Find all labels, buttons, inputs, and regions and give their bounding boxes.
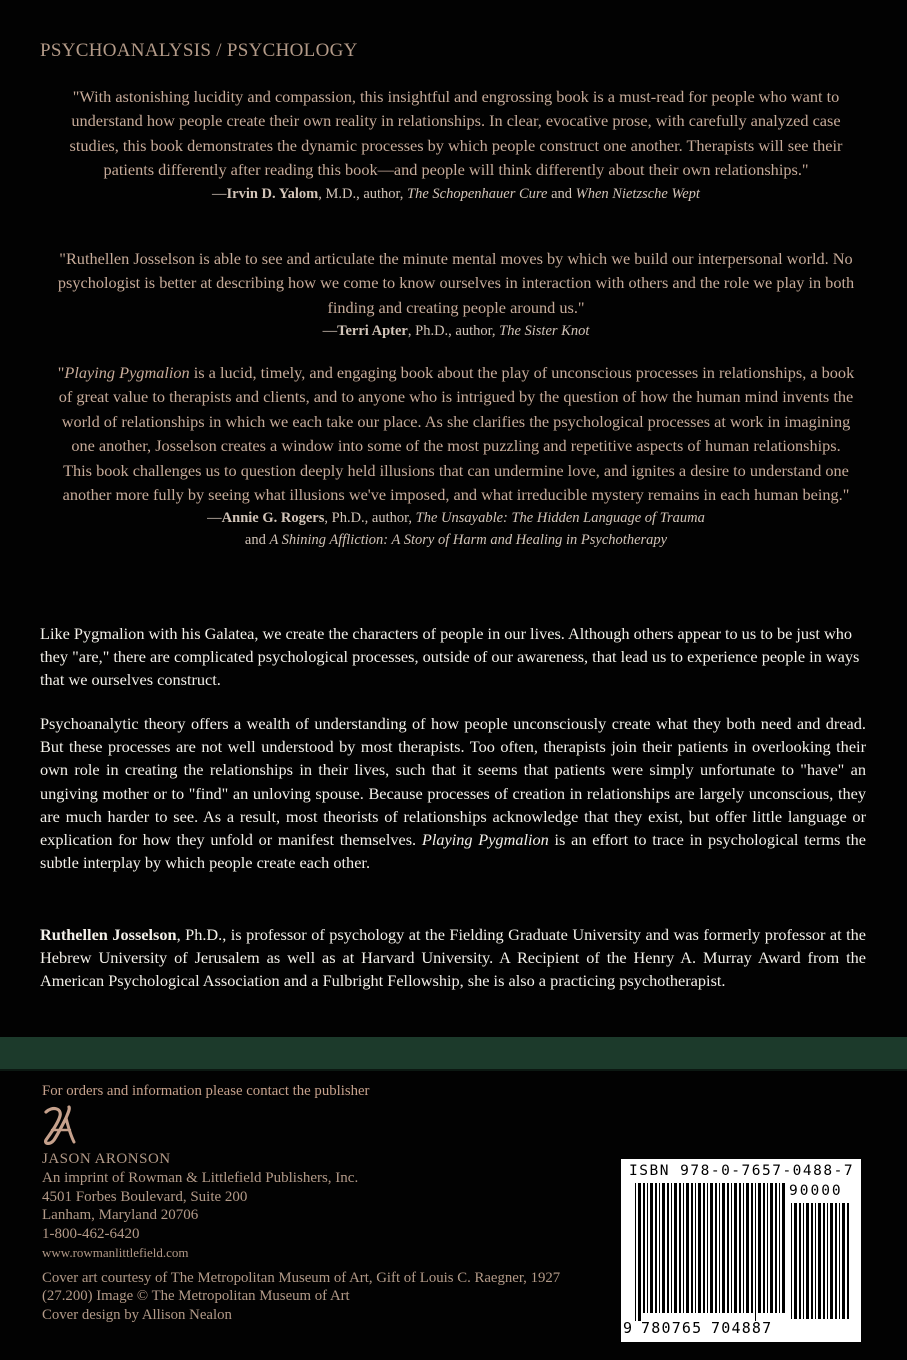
cover-credits (42, 1269, 582, 1324)
publisher-city: Lanham, Maryland 20706 (42, 1207, 199, 1224)
barcode-digits-left: 780765 (641, 1319, 703, 1337)
publisher-imprint: An imprint of Rowman & Littlefield Publishers, Inc. (42, 1169, 359, 1186)
endorsement-apter (56, 247, 856, 342)
quote-attribution: —Annie G. Rogers, Ph.D., author, The Unsayable: The Hidden Language of Trauma and A Shining Affliction: A Story of Harm and Healing in Psychotherapy (207, 510, 705, 549)
quote-text: "Playing Pygmalion is a lucid, timely, and engaging book about the play of unconscious processes in relationships, a book of great value to therapists and clients, and to anyone who is intrigued by the question of how the human mind invents the world of relationships in which we each take our place. As she clarifies the psychological processes at work in imagining one another, Josselson creates a window into some of the most puzzling and repetitive aspects of human relationships. This book challenges us to question deeply held illusions that can undermine love, and ignites a desire to understand one another more fully by seeing what illusions we've imposed, and what irreducible mystery remains in each human being." (57, 363, 855, 505)
contact-line: For orders and information please contact the publisher (42, 1083, 370, 1099)
barcode-digits-right: 704887 (711, 1319, 773, 1337)
book-title: The Schopenhauer Cure (407, 185, 548, 202)
price-barcode-bars (791, 1203, 851, 1323)
quote-attribution: —Irvin D. Yalom, M.D., author, The Schopenhauer Cure and When Nietzsche Wept (212, 185, 700, 202)
quote-text: "With astonishing lucidity and compassion, this insightful and engrossing book is a must-read for people who want to understand how people create their own reality in relationships. In clear, evocative prose, with carefully analyzed case studies, this book demonstrates the dynamic processes by which people construct one another. Therapists will see their patients differently after reading this book—and people will think differently about their own relationships." (69, 87, 843, 180)
publisher-name: JASON ARONSON (42, 1151, 171, 1167)
divider-shadow (0, 1069, 907, 1071)
book-title: Playing Pygmalion (421, 830, 549, 850)
book-title: The Sister Knot (499, 323, 590, 340)
description-paragraph-1: Like Pygmalion with his Galatea, we create the characters of people in our lives. Although others appear to us to be just who they "are," there are complicated psychological processes, outside of our awareness, that lead us to experience people in ways that we ourselves construct. (40, 624, 860, 690)
publisher-phone: 1-800-462-6420 (42, 1226, 140, 1243)
book-title: A Shining Affliction: A Story of Harm and Healing in Psychotherapy (269, 532, 668, 549)
author-name: Ruthellen Josselson (40, 925, 177, 944)
cover-art-credit: Cover art courtesy of The Metropolitan Museum of Art, Gift of Louis C. Raegner, 1927 (27.200) Image © The Metropolitan Museum of Art (42, 1270, 561, 1305)
cover-design-credit: Cover design by Allison Nealon (42, 1306, 232, 1323)
book-title: The Unsayable: The Hidden Language of Trauma (415, 510, 705, 527)
quote-text: "Ruthellen Josselson is able to see and articulate the minute mental moves by which we build our interpersonal world. No psychologist is better at describing how we come to know ourselves in interaction with others and the role we play in both finding and creating people around us." (57, 249, 855, 317)
barcode-lead-digit: 9 (623, 1319, 633, 1337)
quote-attribution: —Terri Apter, Ph.D., author, The Sister Knot (322, 323, 590, 340)
author-bio: Ruthellen Josselson, Ph.D., is professor of psychology at the Fielding Graduate University and was formerly professor at the Hebrew University of Jerusalem as well as at Harvard University. A Recipient of the Henry A. Murray Award from the American Psychological Association and a Fulbright Fellowship, she is also a practicing psychotherapist. (40, 925, 867, 991)
publisher-street: 4501 Forbes Boulevard, Suite 200 (42, 1188, 248, 1205)
book-title: When Nietzsche Wept (575, 185, 700, 202)
publisher-url[interactable]: www.rowmanlittlefield.com (42, 1244, 189, 1260)
endorsement-rogers (56, 361, 856, 551)
description-paragraph-2: Psychoanalytic theory offers a wealth of understanding of how people unconsciously create what they both need and dread. But these processes are not well understood by most therapists. Too often, therapists join their patients in overlooking their own role in creating the relationships in their lives, such that it seems that patients were simply unfortunate to "have" an ungiving mother or to "find" an unloving spouse. Because processes of creation in relationships are largely unconscious, they are much harder to see. As a result, most theorists of relationships acknowledge that they exist, but offer little language or explication for how they unfold or manifest themselves. Playing Pygmalion is an effort to trace in psychological terms the subtle interplay by which people create each other. (40, 714, 867, 873)
isbn-number: ISBN 978-0-7657-0488-7 (629, 1163, 855, 1179)
price-code: 90000 (789, 1183, 843, 1199)
endorser-name: Irvin D. Yalom (226, 185, 319, 202)
ean-barcode-bars (635, 1183, 785, 1321)
publisher-logo-icon (40, 1104, 80, 1146)
book-title: Playing Pygmalion (64, 363, 190, 382)
endorser-name: Terri Apter (337, 323, 408, 340)
isbn-barcode (621, 1159, 861, 1342)
green-divider-band (0, 1037, 907, 1069)
category-label: PSYCHOANALYSIS / PSYCHOLOGY (40, 40, 358, 61)
publisher-info (42, 1150, 358, 1263)
endorsement-yalom (56, 85, 856, 205)
endorser-name: Annie G. Rogers (221, 510, 325, 527)
